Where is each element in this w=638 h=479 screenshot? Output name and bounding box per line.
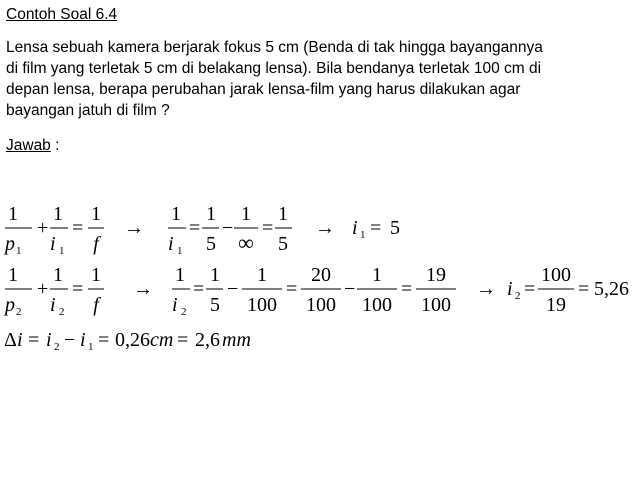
variable-p: p (5, 294, 15, 316)
variable-p: p (5, 233, 15, 255)
subscript: 1 (16, 245, 22, 257)
numerator: 1 (53, 203, 63, 225)
arrow: → (476, 278, 496, 300)
equals-sign: = (72, 217, 84, 239)
subscript: 1 (59, 245, 65, 257)
equals-sign: = (72, 278, 84, 300)
minus-sign: − (227, 278, 239, 300)
delta-converted-value: 2,6 (195, 329, 220, 351)
numerator: 1 (372, 264, 382, 286)
equals-sign: = (98, 329, 110, 351)
numerator: 1 (175, 264, 185, 286)
denominator: 5 (278, 233, 288, 255)
numerator: 1 (210, 264, 220, 286)
equation-row-1 (3, 203, 400, 257)
problem-line: bayangan jatuh di film ? (6, 102, 170, 119)
numerator: 1 (206, 203, 216, 225)
denominator: 100 (362, 294, 392, 316)
infinity-symbol: ∞ (238, 230, 254, 255)
denominator: 19 (546, 294, 566, 316)
delta-unit: cm (150, 329, 174, 351)
problem-line: di film yang terletak 5 cm di belakang lensa). Bila bendanya terletak 100 cm di (6, 60, 542, 77)
variable-i: i (46, 329, 52, 351)
numerator: 1 (241, 203, 251, 225)
equals-sign: = (401, 278, 413, 300)
i1-result: 5 (390, 217, 400, 239)
numerator: 1 (278, 203, 288, 225)
numerator: 1 (171, 203, 181, 225)
denominator: 100 (306, 294, 336, 316)
equation-row-2 (3, 264, 629, 318)
minus-sign: − (344, 278, 356, 300)
numerator: 20 (311, 264, 331, 286)
subscript: 1 (360, 229, 366, 241)
equals-sign: = (28, 329, 40, 351)
variable-i: i (172, 294, 178, 316)
subscript: 2 (54, 341, 60, 353)
subscript: 1 (177, 245, 183, 257)
equals-sign: = (262, 217, 274, 239)
variable-i: i (507, 278, 513, 300)
variable-f: f (93, 233, 99, 255)
variable-i: i (50, 233, 56, 255)
i2-result: 5,26 (594, 278, 629, 300)
arrow: → (315, 217, 335, 239)
equals-sign: = (370, 217, 382, 239)
equals-sign: = (193, 278, 205, 300)
answer-colon: : (50, 137, 60, 154)
delta-symbol: Δ (4, 329, 17, 351)
subscript: 2 (16, 306, 22, 318)
numerator: 1 (8, 203, 18, 225)
denominator: 100 (421, 294, 451, 316)
subscript: 2 (515, 290, 521, 302)
arrow: → (133, 278, 153, 300)
numerator: 100 (541, 264, 571, 286)
variable-i: i (17, 329, 23, 351)
plus-sign: + (37, 278, 49, 300)
denominator: 100 (247, 294, 277, 316)
problem-line: depan lensa, berapa perubahan jarak lensa-film yang harus dilakukan agar (6, 81, 521, 98)
subscript: 2 (59, 306, 65, 318)
answer-word: Jawab (6, 137, 51, 154)
delta-value: 0,26 (115, 329, 150, 351)
minus-sign: − (222, 217, 234, 239)
equals-sign: = (189, 217, 201, 239)
variable-i: i (50, 294, 56, 316)
arrow: → (124, 217, 144, 239)
equals-sign: = (286, 278, 298, 300)
delta-converted-unit: mm (222, 329, 251, 351)
variable-i: i (168, 233, 174, 255)
numerator: 1 (8, 264, 18, 286)
variable-i: i (80, 329, 86, 351)
equals-sign: = (524, 278, 536, 300)
example-heading: Contoh Soal 6.4 (6, 6, 118, 23)
equals-sign: = (578, 278, 590, 300)
subscript: 2 (181, 306, 187, 318)
numerator: 19 (426, 264, 446, 286)
numerator: 1 (91, 264, 101, 286)
denominator: 5 (206, 233, 216, 255)
equation-row-3 (4, 329, 251, 353)
numerator: 1 (257, 264, 267, 286)
numerator: 1 (91, 203, 101, 225)
minus-sign: − (64, 329, 76, 351)
plus-sign: + (37, 217, 49, 239)
variable-f: f (93, 294, 99, 316)
numerator: 1 (53, 264, 63, 286)
variable-i: i (352, 217, 358, 239)
problem-line: Lensa sebuah kamera berjarak fokus 5 cm (Benda di tak hingga bayangannya (6, 39, 543, 56)
subscript: 1 (88, 341, 94, 353)
equals-sign: = (177, 329, 189, 351)
denominator: 5 (210, 294, 220, 316)
